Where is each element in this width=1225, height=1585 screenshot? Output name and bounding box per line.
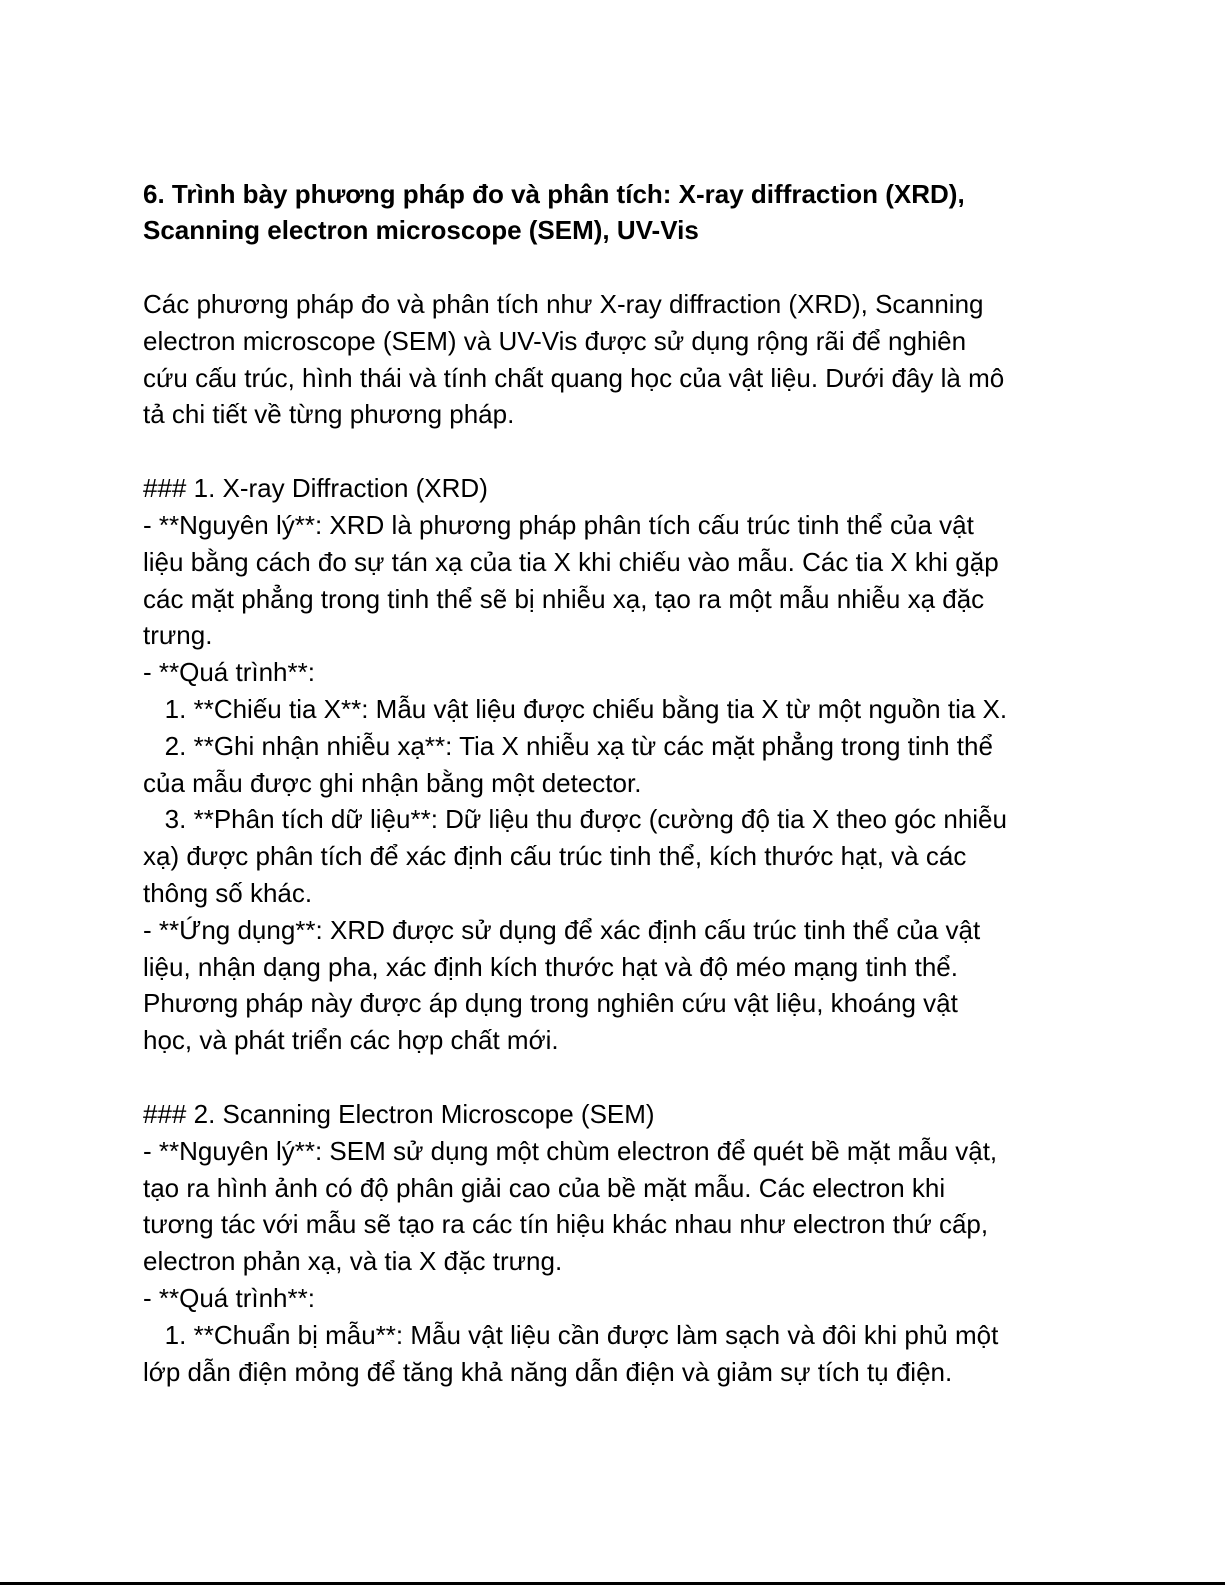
text-line: lớp dẫn điện mỏng để tăng khả năng dẫn điện và giảm sự tích tụ điện. [143, 1356, 953, 1387]
title-line: 6. Trình bày phương pháp đo và phân tích: X-ray diffraction (XRD), [143, 179, 965, 209]
text-line: thông số khác. [143, 877, 313, 908]
text-line: liệu bằng cách đo sự tán xạ của tia X khi chiếu vào mẫu. Các tia X khi gặp [143, 546, 999, 577]
text-line: tương tác với mẫu sẽ tạo ra các tín hiệu khác nhau như electron thứ cấp, [143, 1209, 989, 1240]
page-title [143, 176, 1083, 248]
text-line: 3. **Phân tích dữ liệu**: Dữ liệu thu được (cường độ tia X theo góc nhiễu [143, 804, 1007, 835]
text-line: xạ) được phân tích để xác định cấu trúc tinh thể, kích thước hạt, và các [143, 841, 967, 872]
text-line: 1. **Chuẩn bị mẫu**: Mẫu vật liệu cần được làm sạch và đôi khi phủ một [143, 1319, 999, 1350]
text-line: 1. **Chiếu tia X**: Mẫu vật liệu được chiếu bằng tia X từ một nguồn tia X. [143, 693, 1008, 724]
text-line: Các phương pháp đo và phân tích như X-ray diffraction (XRD), Scanning [143, 289, 984, 319]
text-line: liệu, nhận dạng pha, xác định kích thước hạt và độ méo mạng tinh thể. [143, 951, 958, 982]
text-line: các mặt phẳng trong tinh thể sẽ bị nhiễu xạ, tạo ra một mẫu nhiễu xạ đặc [143, 583, 985, 614]
text-line: - **Quá trình**: [143, 657, 315, 688]
sem-section [143, 1096, 1083, 1390]
text-line: 2. **Ghi nhận nhiễu xạ**: Tia X nhiễu xạ từ các mặt phẳng trong tinh thể [143, 730, 993, 761]
text-line: tạo ra hình ảnh có độ phân giải cao của bề mặt mẫu. Các electron khi [143, 1172, 946, 1203]
text-line: của mẫu được ghi nhận bằng một detector. [143, 767, 642, 798]
text-line: trưng. [143, 620, 213, 651]
title-line: Scanning electron microscope (SEM), UV-Vis [143, 215, 699, 245]
section-heading: ### 2. Scanning Electron Microscope (SEM) [143, 1098, 655, 1129]
xrd-section [143, 470, 1083, 1059]
text-line: tả chi tiết về từng phương pháp. [143, 399, 515, 430]
text-line: cứu cấu trúc, hình thái và tính chất quang học của vật liệu. Dưới đây là mô [143, 362, 1005, 393]
text-line: electron microscope (SEM) và UV-Vis được sử dụng rộng rãi để nghiên [143, 325, 967, 356]
document-page [143, 176, 1083, 1390]
text-line: - **Nguyên lý**: SEM sử dụng một chùm electron để quét bề mặt mẫu vật, [143, 1135, 998, 1166]
text-line: Phương pháp này được áp dụng trong nghiên cứu vật liệu, khoáng vật [143, 988, 958, 1019]
text-line: - **Quá trình**: [143, 1282, 315, 1313]
text-line: học, và phát triển các hợp chất mới. [143, 1025, 559, 1056]
text-line: - **Ứng dụng**: XRD được sử dụng để xác định cấu trúc tinh thể của vật [143, 914, 981, 945]
text-line: - **Nguyên lý**: XRD là phương pháp phân tích cấu trúc tinh thể của vật [143, 509, 974, 540]
text-line: electron phản xạ, và tia X đặc trưng. [143, 1246, 563, 1277]
intro-paragraph [143, 286, 1083, 433]
section-heading: ### 1. X-ray Diffraction (XRD) [143, 473, 488, 504]
